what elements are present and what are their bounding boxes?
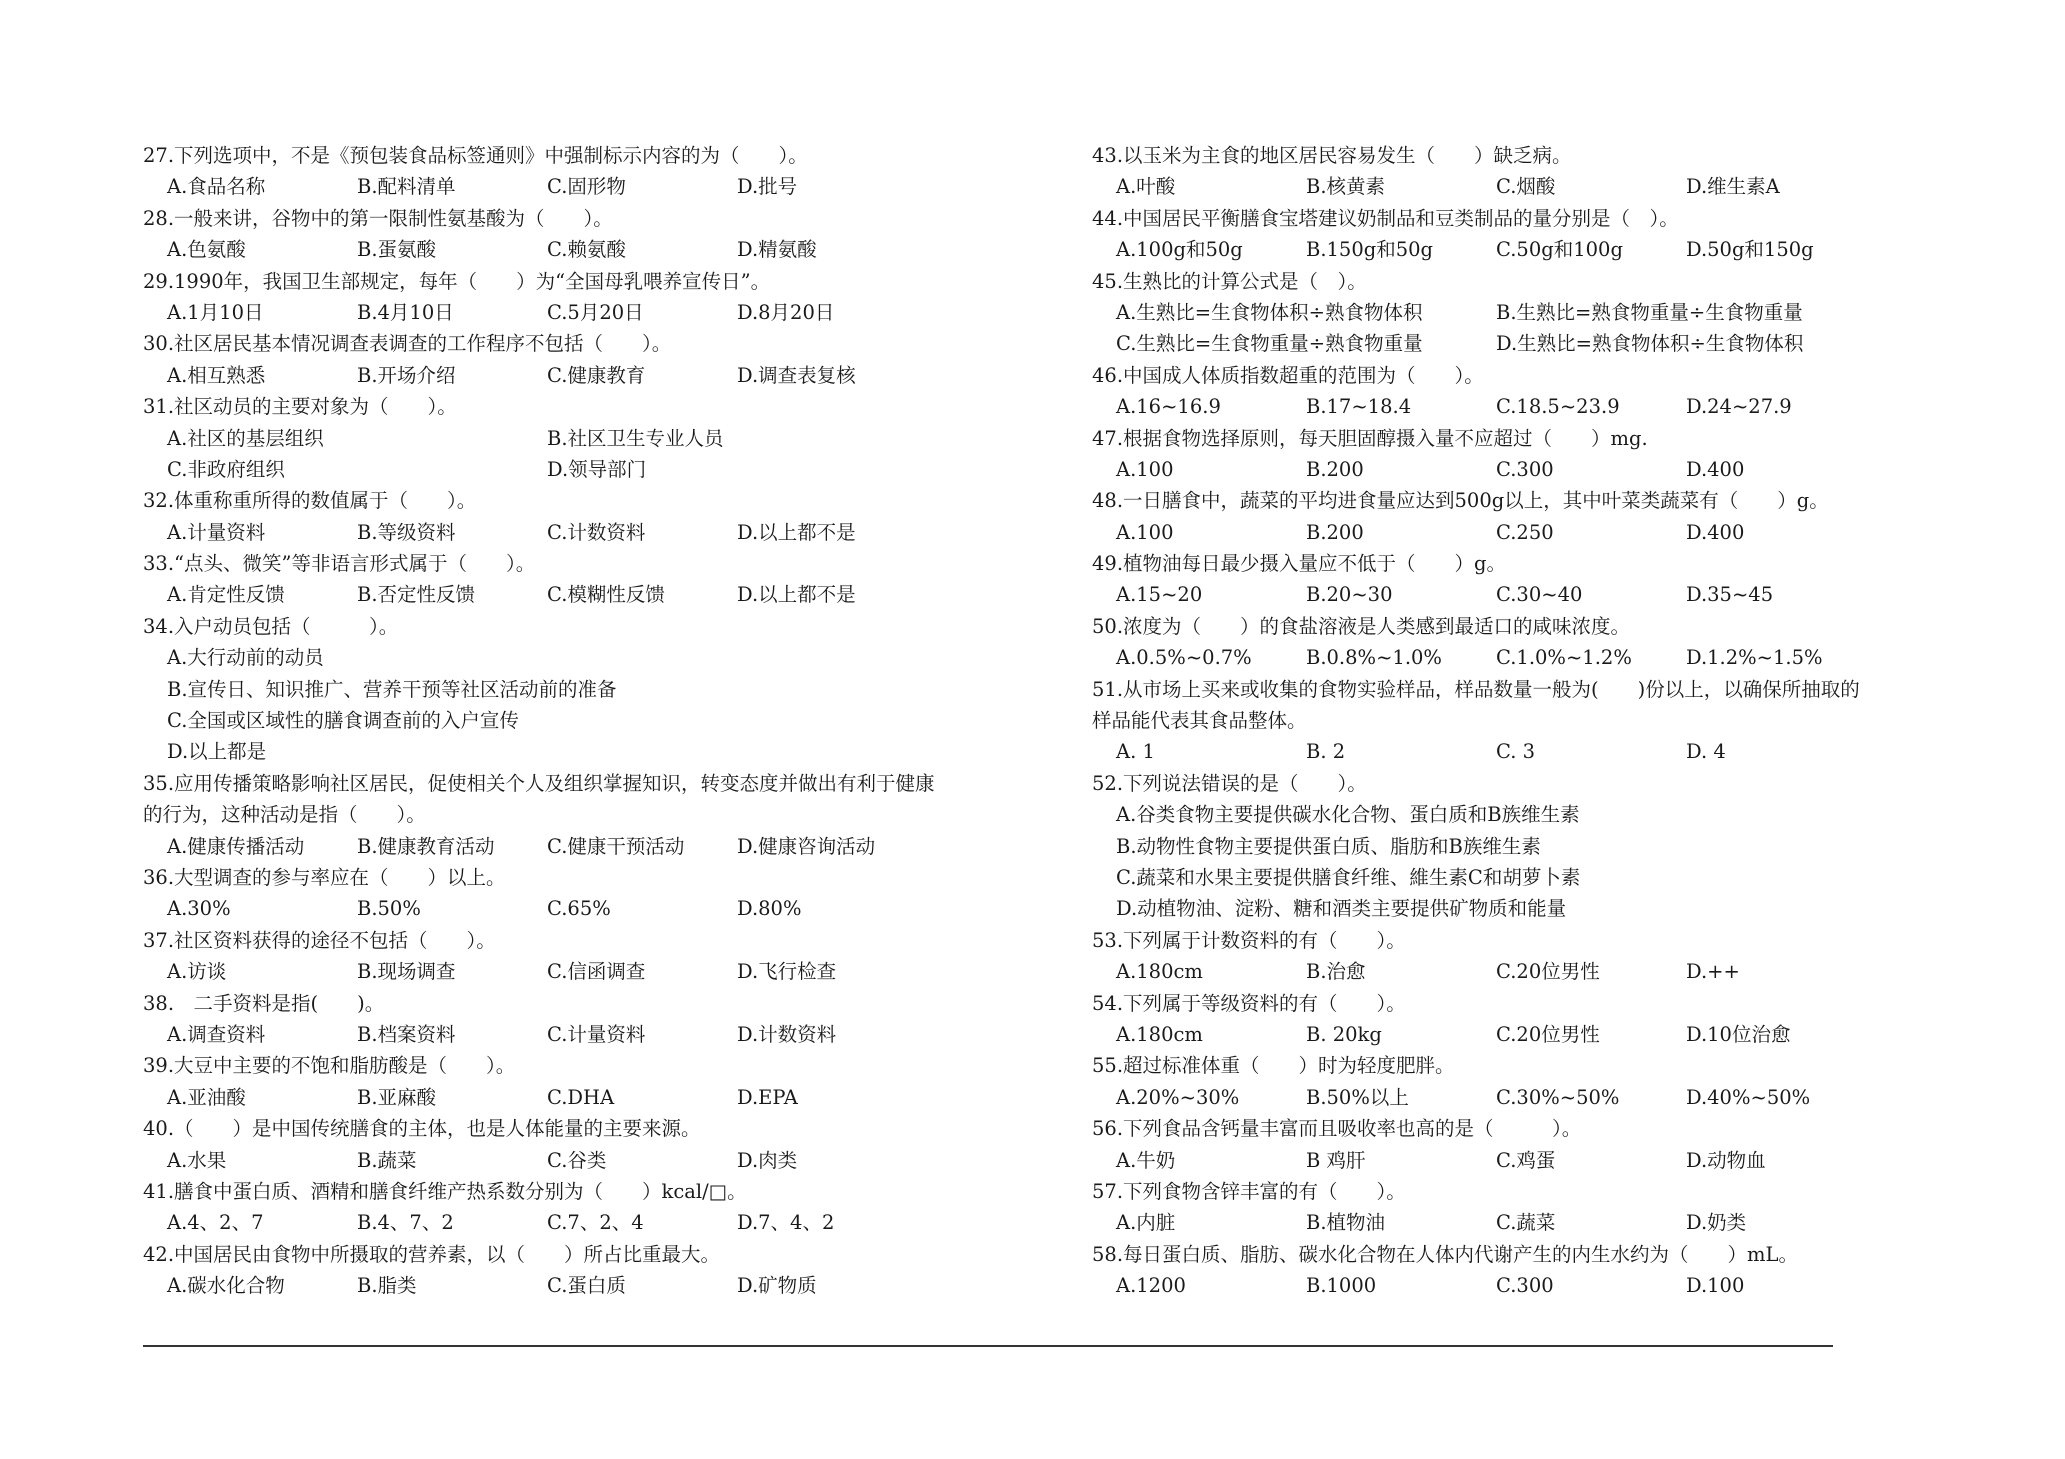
option-a: A.社区的基层组织 xyxy=(167,426,324,450)
options-row xyxy=(143,171,1003,202)
option-b: D.领导部门 xyxy=(547,457,647,481)
option-line: A.大行动前的动员 xyxy=(167,646,324,670)
option-b: B.50%以上 xyxy=(1306,1085,1409,1109)
options-row xyxy=(1092,517,1962,548)
option-c: C.20位男性 xyxy=(1496,1022,1600,1046)
question-text: 27.下列选项中，不是《预包装食品标签通则》中强制标示内容的为（ ）。 xyxy=(143,144,808,167)
question-text: 57.下列食物含锌丰富的有（ ）。 xyxy=(1092,1179,1406,1203)
option-b: B.生熟比=熟食物重量÷生食物重量 xyxy=(1496,300,1803,324)
option-b: B.蔬菜 xyxy=(357,1148,417,1172)
options-row xyxy=(143,831,1003,862)
option-b: B.脂类 xyxy=(357,1274,417,1298)
option-b: B 鸡肝 xyxy=(1306,1148,1366,1172)
options-row xyxy=(143,1270,1003,1301)
option-a: A.健康传播活动 xyxy=(167,834,305,858)
option-b: D.生熟比=熟食物体积÷生食物体积 xyxy=(1496,332,1804,356)
options-row xyxy=(143,360,1003,391)
option-d: D.精氨酸 xyxy=(737,238,817,262)
option-c: C.健康教育 xyxy=(547,363,646,387)
option-b: B.档案资料 xyxy=(357,1022,456,1046)
option-line: B.动物性食物主要提供蛋白质、脂肪和B族维生素 xyxy=(1116,834,1541,858)
option-a: A.0.5%~0.7% xyxy=(1116,646,1252,670)
option-c: C.模糊性反馈 xyxy=(547,583,665,607)
option-b: B.否定性反馈 xyxy=(357,583,476,607)
option-b: B.治愈 xyxy=(1306,960,1366,984)
option-b: B.50% xyxy=(357,897,421,921)
option-line: A.谷类食物主要提供碳水化合物、蛋白质和B族维生素 xyxy=(1116,803,1580,827)
option-c: C.18.5~23.9 xyxy=(1496,395,1620,419)
left-column xyxy=(143,140,1003,1301)
option-a: A.1200 xyxy=(1116,1274,1186,1298)
option-a: C.生熟比=生食物重量÷熟食物重量 xyxy=(1116,332,1423,356)
option-c: C.烟酸 xyxy=(1496,175,1556,199)
option-d: D.400 xyxy=(1686,457,1745,481)
option-a: A.计量资料 xyxy=(167,520,266,544)
question-text: 35.应用传播策略影响社区居民，促使相关个人及组织掌握知识，转变态度并做出有利于健康 xyxy=(143,771,935,795)
options-row xyxy=(1092,297,1962,328)
question-text: 51.从市场上买来或收集的食物实验样品，样品数量一般为( )份以上，以确保所抽取的 xyxy=(1092,677,1860,701)
option-a: A.相互熟悉 xyxy=(167,363,266,387)
options-row xyxy=(1092,736,1962,767)
question-text: 36.大型调查的参与率应在（ ）以上。 xyxy=(143,865,506,889)
question-text: 43.以玉米为主食的地区居民容易发生（ ）缺乏病。 xyxy=(1092,144,1572,167)
option-a: A.4、2、7 xyxy=(167,1211,264,1235)
bottom-rule xyxy=(143,1345,1833,1347)
option-a: A.亚油酸 xyxy=(167,1085,246,1109)
option-c: C.50g和100g xyxy=(1496,238,1623,262)
option-b: B.0.8%~1.0% xyxy=(1306,646,1442,670)
options-row xyxy=(1092,1270,1962,1301)
option-c: C.蛋白质 xyxy=(547,1274,626,1298)
option-a: A.访谈 xyxy=(167,960,227,984)
option-c: C.250 xyxy=(1496,520,1554,544)
option-a: A.1月10日 xyxy=(167,300,264,324)
option-a: A.20%~30% xyxy=(1116,1085,1240,1109)
option-c: C.5月20日 xyxy=(547,300,644,324)
option-d: D.80% xyxy=(737,897,802,921)
option-a: A.肯定性反馈 xyxy=(167,583,285,607)
question-text: 38. 二手资料是指( )。 xyxy=(143,991,385,1015)
option-c: C.固形物 xyxy=(547,175,626,199)
option-d: D.EPA xyxy=(737,1085,798,1109)
option-c: C.赖氨酸 xyxy=(547,238,626,262)
question-text: 56.下列食品含钙量丰富而且吸收率也高的是（ ）。 xyxy=(1092,1117,1582,1141)
question-text: 47.根据食物选择原则，每天胆固醇摄入量不应超过（ ）mg. xyxy=(1092,426,1648,450)
option-c: C.DHA xyxy=(547,1085,615,1109)
option-a: A.内脏 xyxy=(1116,1211,1176,1235)
option-d: D.肉类 xyxy=(737,1148,798,1172)
option-a: A.生熟比=生食物体积÷熟食物体积 xyxy=(1116,300,1423,324)
options-row xyxy=(143,234,1003,265)
option-line: B.宣传日、知识推广、营养干预等社区活动前的准备 xyxy=(167,677,617,701)
question-text: 40.（ ）是中国传统膳食的主体，也是人体能量的主要来源。 xyxy=(143,1117,701,1141)
option-b: B.植物油 xyxy=(1306,1211,1386,1235)
option-d: D.100 xyxy=(1686,1274,1745,1298)
option-d: D.++ xyxy=(1686,960,1740,984)
option-d: D.动物血 xyxy=(1686,1148,1766,1172)
option-a: A.水果 xyxy=(167,1148,227,1172)
question-text: 41.膳食中蛋白质、酒精和膳食纤维产热系数分别为（ ）kcal/□。 xyxy=(143,1179,747,1203)
option-b: B.200 xyxy=(1306,457,1364,481)
option-a: A.100 xyxy=(1116,520,1174,544)
option-c: C.鸡蛋 xyxy=(1496,1148,1556,1172)
options-row xyxy=(143,893,1003,924)
options-row xyxy=(143,1019,1003,1050)
option-b: B.核黄素 xyxy=(1306,175,1386,199)
options-row xyxy=(1092,171,1962,202)
options-row xyxy=(1092,1019,1962,1050)
question-text: 50.浓度为（ ）的食盐溶液是人类感到最适口的咸味浓度。 xyxy=(1092,614,1631,638)
option-c: C.计量资料 xyxy=(547,1022,646,1046)
options-row xyxy=(143,1145,1003,1176)
option-line: D.以上都是 xyxy=(167,740,267,764)
option-b: B.4月10日 xyxy=(357,300,454,324)
option-d: D.8月20日 xyxy=(737,300,835,324)
option-c: C.健康干预活动 xyxy=(547,834,685,858)
question-text: 30.社区居民基本情况调查表调查的工作程序不包括（ ）。 xyxy=(143,332,672,356)
question-text: 28.一般来讲，谷物中的第一限制性氨基酸为（ ）。 xyxy=(143,206,613,230)
option-d: D.1.2%~1.5% xyxy=(1686,646,1823,670)
options-row xyxy=(1092,454,1962,485)
options-row xyxy=(1092,642,1962,673)
right-column xyxy=(1092,140,1962,1301)
option-d: D.健康咨询活动 xyxy=(737,834,876,858)
option-a: A.调查资料 xyxy=(167,1022,266,1046)
option-a: A.15~20 xyxy=(1116,583,1203,607)
question-text: 45.生熟比的计算公式是（ ）。 xyxy=(1092,269,1367,293)
option-b: B.健康教育活动 xyxy=(357,834,495,858)
options-row xyxy=(143,297,1003,328)
option-c: C.20位男性 xyxy=(1496,960,1600,984)
option-a: A.色氨酸 xyxy=(167,238,246,262)
question-text: 样品能代表其食品整体。 xyxy=(1092,709,1307,733)
option-line: C.全国或区域性的膳食调查前的入户宣传 xyxy=(167,709,519,733)
option-line: D.动植物油、淀粉、糖和酒类主要提供矿物质和能量 xyxy=(1116,897,1567,921)
options-row xyxy=(143,956,1003,987)
options-row xyxy=(143,423,1003,454)
question-text: 29.1990年，我国卫生部规定，每年（ ）为“全国母乳喂养宣传日”。 xyxy=(143,269,771,293)
option-b: B.200 xyxy=(1306,520,1364,544)
option-a: A.100g和50g xyxy=(1116,238,1243,262)
options-row xyxy=(1092,1145,1962,1176)
options-row xyxy=(143,1207,1003,1238)
option-d: D. 4 xyxy=(1686,740,1726,764)
options-row xyxy=(143,1082,1003,1113)
question-text: 42.中国居民由食物中所摄取的营养素，以（ ）所占比重最大。 xyxy=(143,1242,721,1266)
option-d: D.10位治愈 xyxy=(1686,1022,1791,1046)
option-d: D.50g和150g xyxy=(1686,238,1814,262)
question-text: 46.中国成人体质指数超重的范围为（ ）。 xyxy=(1092,363,1484,387)
option-c: C.300 xyxy=(1496,1274,1554,1298)
option-b: B.1000 xyxy=(1306,1274,1377,1298)
option-b: B.配料清单 xyxy=(357,175,456,199)
option-a: A.180cm xyxy=(1116,960,1203,984)
options-row xyxy=(1092,1082,1962,1113)
option-d: D.以上都不是 xyxy=(737,520,856,544)
question-text: 52.下列说法错误的是（ ）。 xyxy=(1092,771,1367,795)
option-a: A.碳水化合物 xyxy=(167,1274,285,1298)
option-b: B.等级资料 xyxy=(357,520,456,544)
option-a: A.牛奶 xyxy=(1116,1148,1176,1172)
option-b: B.开场介绍 xyxy=(357,363,456,387)
question-text: 37.社区资料获得的途径不包括（ ）。 xyxy=(143,928,496,952)
option-c: C.30%~50% xyxy=(1496,1085,1620,1109)
option-a: C.非政府组织 xyxy=(167,457,285,481)
option-b: B. 20kg xyxy=(1306,1022,1382,1046)
options-row xyxy=(1092,234,1962,265)
option-d: D.计数资料 xyxy=(737,1022,837,1046)
option-a: A. 1 xyxy=(1116,740,1155,764)
option-a: A.180cm xyxy=(1116,1022,1203,1046)
question-text: 54.下列属于等级资料的有（ ）。 xyxy=(1092,991,1406,1015)
question-text: 49.植物油每日最少摄入量应不低于（ ）g。 xyxy=(1092,552,1506,576)
option-d: D.维生素A xyxy=(1686,175,1780,199)
option-b: B.现场调查 xyxy=(357,960,456,984)
question-text: 32.体重称重所得的数值属于（ ）。 xyxy=(143,489,477,513)
option-c: C.1.0%~1.2% xyxy=(1496,646,1632,670)
option-b: B.17~18.4 xyxy=(1306,395,1412,419)
options-row xyxy=(1092,328,1962,359)
option-d: D.35~45 xyxy=(1686,583,1774,607)
option-b: B.20~30 xyxy=(1306,583,1393,607)
option-d: D.矿物质 xyxy=(737,1274,817,1298)
option-d: D.飞行检查 xyxy=(737,960,837,984)
question-text: 31.社区动员的主要对象为（ ）。 xyxy=(143,395,457,419)
options-row xyxy=(1092,1207,1962,1238)
options-row xyxy=(143,579,1003,610)
option-d: D.24~27.9 xyxy=(1686,395,1792,419)
option-b: B.蛋氨酸 xyxy=(357,238,437,262)
option-b: B.4、7、2 xyxy=(357,1211,454,1235)
question-text: 53.下列属于计数资料的有（ ）。 xyxy=(1092,928,1406,952)
option-c: C.计数资料 xyxy=(547,520,646,544)
option-d: D.7、4、2 xyxy=(737,1211,835,1235)
options-row xyxy=(1092,956,1962,987)
option-c: C.300 xyxy=(1496,457,1554,481)
option-b: B.亚麻酸 xyxy=(357,1085,437,1109)
option-a: A.16~16.9 xyxy=(1116,395,1221,419)
option-b: B. 2 xyxy=(1306,740,1346,764)
option-c: C. 3 xyxy=(1496,740,1536,764)
option-d: D.奶类 xyxy=(1686,1211,1747,1235)
question-text: 55.超过标准体重（ ）时为轻度肥胖。 xyxy=(1092,1054,1455,1078)
question-text: 的行为，这种活动是指（ ）。 xyxy=(143,803,426,827)
options-row xyxy=(1092,579,1962,610)
question-text: 33.“点头、微笑”等非语言形式属于（ ）。 xyxy=(143,552,536,576)
option-c: C.7、2、4 xyxy=(547,1211,644,1235)
option-c: C.蔬菜 xyxy=(1496,1211,1556,1235)
option-c: C.谷类 xyxy=(547,1148,607,1172)
options-row xyxy=(143,517,1003,548)
option-c: C.信函调查 xyxy=(547,960,646,984)
options-row xyxy=(143,454,1003,485)
option-c: C.65% xyxy=(547,897,611,921)
question-text: 58.每日蛋白质、脂肪、碳水化合物在人体内代谢产生的内生水约为（ ）mL。 xyxy=(1092,1242,1798,1266)
question-text: 48.一日膳食中，蔬菜的平均进食量应达到500g以上，其中叶菜类蔬菜有（ ）g。 xyxy=(1092,489,1829,513)
option-d: D.以上都不是 xyxy=(737,583,856,607)
option-a: A.100 xyxy=(1116,457,1174,481)
question-text: 39.大豆中主要的不饱和脂肪酸是（ ）。 xyxy=(143,1054,516,1078)
option-d: D.批号 xyxy=(737,175,798,199)
question-text: 44.中国居民平衡膳食宝塔建议奶制品和豆类制品的量分别是（ ）。 xyxy=(1092,206,1679,230)
option-d: D.调查表复核 xyxy=(737,363,856,387)
option-a: A.叶酸 xyxy=(1116,175,1176,199)
option-d: D.400 xyxy=(1686,520,1745,544)
question-text: 34.入户动员包括（ ）。 xyxy=(143,614,399,638)
option-c: C.30~40 xyxy=(1496,583,1583,607)
option-line: C.蔬菜和水果主要提供膳食纤维、維生素C和胡萝卜素 xyxy=(1116,865,1581,889)
option-d: D.40%~50% xyxy=(1686,1085,1811,1109)
options-row xyxy=(1092,391,1962,422)
option-b: B.社区卫生专业人员 xyxy=(547,426,724,450)
option-b: B.150g和50g xyxy=(1306,238,1434,262)
option-a: A.食品名称 xyxy=(167,175,266,199)
option-a: A.30% xyxy=(167,897,231,921)
